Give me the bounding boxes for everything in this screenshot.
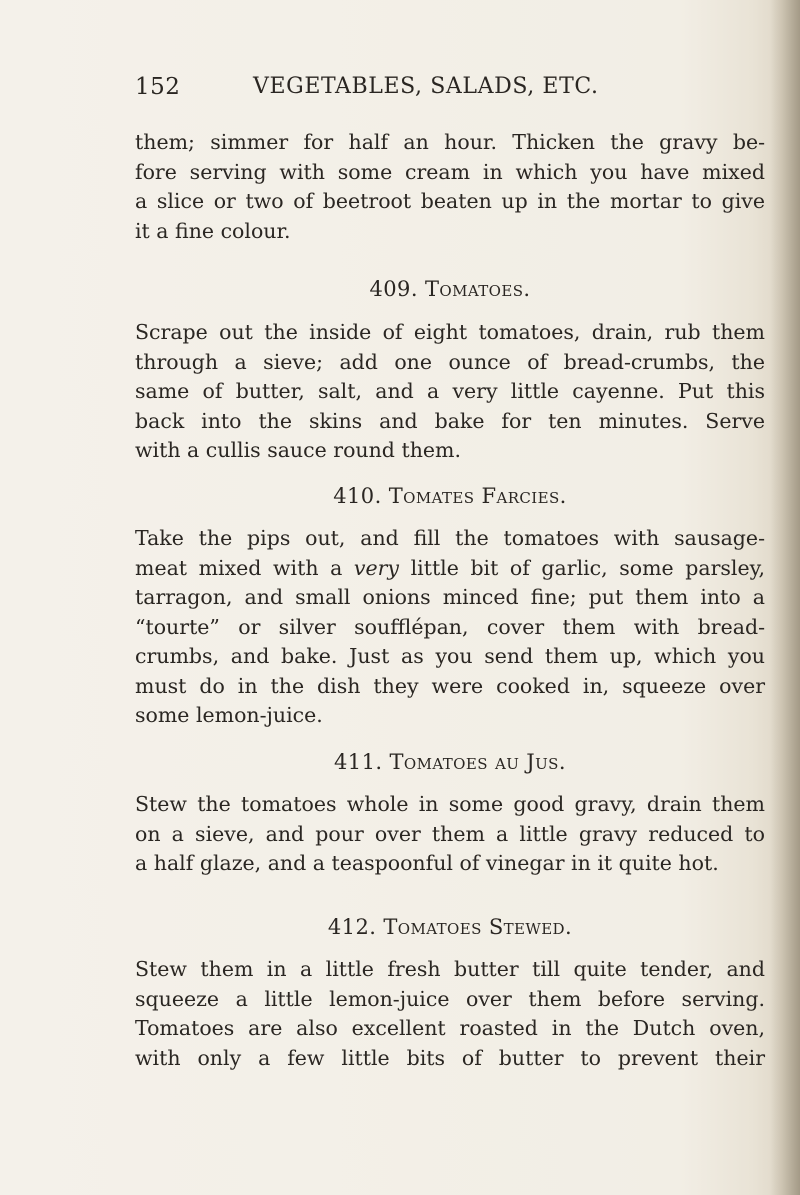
text-line: some lemon-juice. [135,703,323,727]
page-header [135,74,705,110]
text-line: Tomatoes are also excellent roasted in the Dutch oven, [135,1016,765,1040]
recipe-body-409 [135,318,765,466]
text-line: squeeze a little lemon-juice over them before serving. [135,986,765,1011]
recipe-number: 411. [334,750,383,774]
text-run: meat mixed with a [135,555,354,580]
recipe-body-412 [135,955,765,1073]
text-line: back into the skins and bake for ten minutes. Serve [135,408,765,433]
text-line: on a sieve, and pour over them a little gravy reduced to [135,821,765,846]
text-line [135,554,765,584]
recipe-title: Tomatoes au Jus. [389,750,566,774]
text-line: must do in the dish they were cooked in, squeeze over [135,673,765,698]
text-line: “tourte” or silver soufflépan, cover them with bread- [135,614,765,639]
text-run: little bit of garlic, some parsley, [399,555,765,580]
text-line: Scrape out the inside of eight tomatoes, drain, rub them [135,320,765,344]
page-edge-shadow [770,0,800,1195]
text-line: Stew them in a little fresh butter till quite tender, and [135,957,765,981]
text-line: tarragon, and small onions minced fine; put them into a [135,585,765,609]
text-line: Stew the tomatoes whole in some good gravy, drain them [135,792,765,816]
text-line: with a cullis sauce round them. [135,438,461,462]
text-line: it a fine colour. [135,218,291,243]
recipe-heading-411 [135,750,765,774]
italic-word: very [353,555,400,580]
recipe-heading-410 [135,484,765,508]
continuation-paragraph [135,128,765,246]
recipe-title: Tomatoes Stewed. [383,915,573,939]
recipe-number: 409. [369,277,418,301]
text-line: same of butter, salt, and a very little cayenne. Put this [135,379,765,403]
recipe-heading-409 [135,277,765,301]
page-number: 152 [135,74,181,100]
text-line: crumbs, and bake. Just as you send them up, which you [135,644,765,668]
text-line: with only a few little bits of butter to prevent their [135,1045,765,1070]
recipe-number: 412. [327,915,377,939]
text-line: through a sieve; add one ounce of bread-crumbs, the [135,349,765,374]
recipe-heading-412 [135,915,765,939]
recipe-number: 410. [333,484,382,508]
text-line: fore serving with some cream in which you have mixed [135,159,765,184]
running-head: VEGETABLES, SALADS, ETC. [253,74,599,99]
recipe-body-411 [135,790,765,879]
text-line: Take the pips out, and fill the tomatoes with sausage- [135,526,765,550]
recipe-title: Tomatoes. [424,277,531,301]
recipe-body-410 [135,524,765,731]
recipe-title: Tomates Farcies. [388,484,567,508]
text-line: a slice or two of beetroot beaten up in the mortar to give [135,189,765,213]
text-line: them; simmer for half an hour. Thicken the gravy be- [135,130,765,154]
text-line: a half glaze, and a teaspoonful of vinegar in it quite hot. [135,851,719,875]
